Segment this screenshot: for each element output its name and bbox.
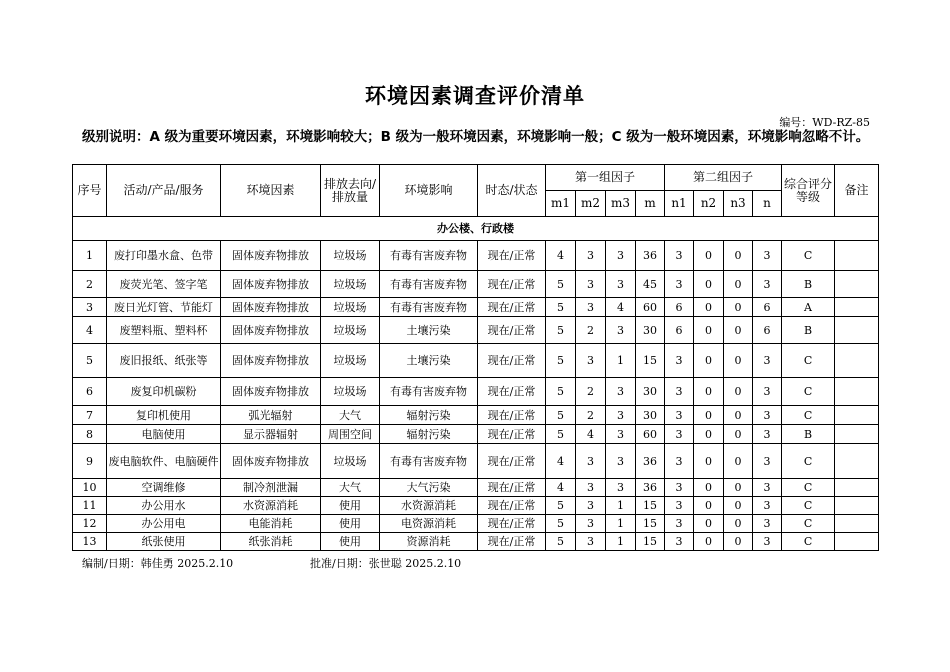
prepared-by: 编制/日期：韩佳勇 2025.2.10 xyxy=(82,557,234,570)
cell-n2: 0 xyxy=(694,444,724,479)
cell-activity: 废塑料瓶、塑料杯 xyxy=(107,317,221,344)
header-m3: m3 xyxy=(606,191,636,217)
cell-m3: 1 xyxy=(606,533,636,551)
header-m: m xyxy=(636,191,665,217)
cell-m: 36 xyxy=(636,241,665,271)
header-n3: n3 xyxy=(724,191,753,217)
cell-n2: 0 xyxy=(694,378,724,406)
cell-m2: 3 xyxy=(576,479,606,497)
cell-n3: 0 xyxy=(724,344,753,378)
cell-m3: 3 xyxy=(606,378,636,406)
cell-factor: 水资源消耗 xyxy=(221,497,321,515)
cell-remark xyxy=(835,378,879,406)
cell-n2: 0 xyxy=(694,241,724,271)
table-row xyxy=(73,271,879,298)
cell-activity: 复印机使用 xyxy=(107,406,221,425)
cell-impact: 有毒有害废弃物 xyxy=(380,378,478,406)
cell-n2: 0 xyxy=(694,344,724,378)
cell-seq: 8 xyxy=(73,425,107,444)
cell-n3: 0 xyxy=(724,444,753,479)
cell-impact: 电资源消耗 xyxy=(380,515,478,533)
cell-m2: 3 xyxy=(576,344,606,378)
cell-grade: A xyxy=(782,298,835,317)
cell-activity: 电脑使用 xyxy=(107,425,221,444)
cell-seq: 9 xyxy=(73,444,107,479)
cell-remark xyxy=(835,533,879,551)
cell-state: 现在/正常 xyxy=(478,406,546,425)
header-remark: 备注 xyxy=(835,165,879,217)
cell-activity: 废荧光笔、签字笔 xyxy=(107,271,221,298)
cell-impact: 辐射污染 xyxy=(380,425,478,444)
cell-n2: 0 xyxy=(694,317,724,344)
cell-factor: 固体废弃物排放 xyxy=(221,344,321,378)
cell-n2: 0 xyxy=(694,298,724,317)
header-n2: n2 xyxy=(694,191,724,217)
cell-m1: 4 xyxy=(546,444,576,479)
cell-n1: 3 xyxy=(665,515,694,533)
cell-seq: 1 xyxy=(73,241,107,271)
header-group1: 第一组因子 xyxy=(546,165,665,191)
cell-discharge: 垃圾场 xyxy=(321,241,380,271)
cell-n3: 0 xyxy=(724,378,753,406)
header-seq: 序号 xyxy=(73,165,107,217)
cell-m2: 4 xyxy=(576,425,606,444)
cell-factor: 固体废弃物排放 xyxy=(221,298,321,317)
cell-n2: 0 xyxy=(694,271,724,298)
cell-m1: 5 xyxy=(546,298,576,317)
cell-state: 现在/正常 xyxy=(478,479,546,497)
section-row xyxy=(73,217,879,241)
cell-activity: 空调维修 xyxy=(107,479,221,497)
cell-m2: 3 xyxy=(576,497,606,515)
cell-n3: 0 xyxy=(724,515,753,533)
cell-n: 6 xyxy=(753,317,782,344)
cell-m: 15 xyxy=(636,515,665,533)
cell-discharge: 使用 xyxy=(321,515,380,533)
cell-discharge: 垃圾场 xyxy=(321,317,380,344)
cell-m3: 1 xyxy=(606,497,636,515)
cell-remark xyxy=(835,479,879,497)
cell-n3: 0 xyxy=(724,425,753,444)
cell-m2: 3 xyxy=(576,533,606,551)
table-row xyxy=(73,533,879,551)
cell-seq: 6 xyxy=(73,378,107,406)
cell-state: 现在/正常 xyxy=(478,533,546,551)
cell-factor: 纸张消耗 xyxy=(221,533,321,551)
cell-discharge: 垃圾场 xyxy=(321,271,380,298)
cell-m2: 3 xyxy=(576,298,606,317)
cell-impact: 有毒有害废弃物 xyxy=(380,298,478,317)
cell-n1: 3 xyxy=(665,425,694,444)
cell-n1: 3 xyxy=(665,344,694,378)
evaluation-table xyxy=(72,164,879,551)
header-impact: 环境影响 xyxy=(380,165,478,217)
cell-remark xyxy=(835,515,879,533)
cell-discharge: 周围空间 xyxy=(321,425,380,444)
header-m1: m1 xyxy=(546,191,576,217)
cell-n1: 6 xyxy=(665,317,694,344)
cell-factor: 电能消耗 xyxy=(221,515,321,533)
cell-grade: C xyxy=(782,344,835,378)
cell-m1: 5 xyxy=(546,406,576,425)
cell-factor: 固体废弃物排放 xyxy=(221,378,321,406)
cell-m2: 3 xyxy=(576,271,606,298)
cell-grade: C xyxy=(782,406,835,425)
cell-m1: 5 xyxy=(546,515,576,533)
cell-impact: 有毒有害废弃物 xyxy=(380,241,478,271)
cell-n1: 3 xyxy=(665,497,694,515)
header-m2: m2 xyxy=(576,191,606,217)
cell-n2: 0 xyxy=(694,497,724,515)
cell-factor: 弧光辐射 xyxy=(221,406,321,425)
cell-impact: 辐射污染 xyxy=(380,406,478,425)
cell-n2: 0 xyxy=(694,533,724,551)
cell-seq: 12 xyxy=(73,515,107,533)
cell-n: 3 xyxy=(753,271,782,298)
cell-n: 3 xyxy=(753,378,782,406)
cell-factor: 固体废弃物排放 xyxy=(221,241,321,271)
cell-n2: 0 xyxy=(694,479,724,497)
header-discharge: 排放去向/排放量 xyxy=(321,165,380,217)
table-row xyxy=(73,298,879,317)
cell-m1: 5 xyxy=(546,533,576,551)
cell-remark xyxy=(835,444,879,479)
cell-activity: 办公用水 xyxy=(107,497,221,515)
cell-discharge: 垃圾场 xyxy=(321,378,380,406)
cell-activity: 废日光灯管、节能灯 xyxy=(107,298,221,317)
cell-m3: 3 xyxy=(606,444,636,479)
cell-state: 现在/正常 xyxy=(478,344,546,378)
cell-n1: 6 xyxy=(665,298,694,317)
cell-grade: C xyxy=(782,533,835,551)
section-title: 办公楼、行政楼 xyxy=(73,217,879,241)
cell-m1: 5 xyxy=(546,378,576,406)
cell-m: 60 xyxy=(636,425,665,444)
cell-remark xyxy=(835,271,879,298)
cell-grade: B xyxy=(782,317,835,344)
cell-state: 现在/正常 xyxy=(478,241,546,271)
document-title: 环境因素调查评价清单 xyxy=(365,84,585,108)
cell-activity: 废复印机碳粉 xyxy=(107,378,221,406)
cell-m: 15 xyxy=(636,533,665,551)
cell-m3: 3 xyxy=(606,241,636,271)
cell-m1: 5 xyxy=(546,425,576,444)
cell-n1: 3 xyxy=(665,406,694,425)
cell-n2: 0 xyxy=(694,515,724,533)
cell-n2: 0 xyxy=(694,406,724,425)
cell-m1: 5 xyxy=(546,271,576,298)
cell-state: 现在/正常 xyxy=(478,271,546,298)
cell-discharge: 使用 xyxy=(321,533,380,551)
table-row xyxy=(73,406,879,425)
table-row xyxy=(73,241,879,271)
document-code: 编号：WD-RZ-85 xyxy=(779,116,870,129)
cell-impact: 资源消耗 xyxy=(380,533,478,551)
cell-m3: 3 xyxy=(606,425,636,444)
cell-n: 3 xyxy=(753,497,782,515)
cell-seq: 11 xyxy=(73,497,107,515)
cell-discharge: 使用 xyxy=(321,497,380,515)
cell-n: 3 xyxy=(753,515,782,533)
header-grade: 综合评分等级 xyxy=(782,165,835,217)
cell-grade: B xyxy=(782,271,835,298)
cell-n3: 0 xyxy=(724,406,753,425)
cell-m1: 4 xyxy=(546,479,576,497)
cell-factor: 固体废弃物排放 xyxy=(221,271,321,298)
header-n1: n1 xyxy=(665,191,694,217)
cell-state: 现在/正常 xyxy=(478,497,546,515)
cell-m: 60 xyxy=(636,298,665,317)
cell-n: 3 xyxy=(753,533,782,551)
cell-n3: 0 xyxy=(724,271,753,298)
cell-impact: 大气污染 xyxy=(380,479,478,497)
cell-m1: 5 xyxy=(546,317,576,344)
cell-activity: 废旧报纸、纸张等 xyxy=(107,344,221,378)
cell-m3: 3 xyxy=(606,317,636,344)
cell-n: 3 xyxy=(753,406,782,425)
cell-n: 3 xyxy=(753,344,782,378)
cell-m3: 3 xyxy=(606,479,636,497)
cell-m2: 3 xyxy=(576,444,606,479)
cell-m: 45 xyxy=(636,271,665,298)
cell-grade: C xyxy=(782,479,835,497)
cell-remark xyxy=(835,406,879,425)
cell-m3: 1 xyxy=(606,344,636,378)
cell-m3: 1 xyxy=(606,515,636,533)
cell-m2: 2 xyxy=(576,406,606,425)
cell-n: 3 xyxy=(753,479,782,497)
cell-m: 36 xyxy=(636,479,665,497)
cell-n: 6 xyxy=(753,298,782,317)
cell-seq: 2 xyxy=(73,271,107,298)
cell-grade: C xyxy=(782,378,835,406)
cell-seq: 3 xyxy=(73,298,107,317)
cell-seq: 7 xyxy=(73,406,107,425)
cell-state: 现在/正常 xyxy=(478,444,546,479)
cell-n3: 0 xyxy=(724,298,753,317)
table-header xyxy=(73,165,879,217)
cell-n: 3 xyxy=(753,444,782,479)
cell-m3: 3 xyxy=(606,406,636,425)
table-body xyxy=(73,217,879,551)
cell-m1: 4 xyxy=(546,241,576,271)
cell-m: 15 xyxy=(636,497,665,515)
cell-state: 现在/正常 xyxy=(478,378,546,406)
header-state: 时态/状态 xyxy=(478,165,546,217)
cell-factor: 固体废弃物排放 xyxy=(221,317,321,344)
cell-n3: 0 xyxy=(724,497,753,515)
cell-n1: 3 xyxy=(665,444,694,479)
table-row xyxy=(73,344,879,378)
cell-remark xyxy=(835,344,879,378)
table-row xyxy=(73,317,879,344)
cell-impact: 有毒有害废弃物 xyxy=(380,444,478,479)
cell-state: 现在/正常 xyxy=(478,515,546,533)
cell-n3: 0 xyxy=(724,479,753,497)
cell-state: 现在/正常 xyxy=(478,298,546,317)
cell-remark xyxy=(835,317,879,344)
cell-n3: 0 xyxy=(724,317,753,344)
table-row xyxy=(73,479,879,497)
cell-n: 3 xyxy=(753,425,782,444)
cell-impact: 土壤污染 xyxy=(380,317,478,344)
cell-m3: 3 xyxy=(606,271,636,298)
cell-factor: 显示器辐射 xyxy=(221,425,321,444)
cell-discharge: 垃圾场 xyxy=(321,298,380,317)
cell-n1: 3 xyxy=(665,533,694,551)
header-activity: 活动/产品/服务 xyxy=(107,165,221,217)
cell-activity: 办公用电 xyxy=(107,515,221,533)
cell-seq: 5 xyxy=(73,344,107,378)
header-group2: 第二组因子 xyxy=(665,165,782,191)
cell-n3: 0 xyxy=(724,241,753,271)
cell-remark xyxy=(835,497,879,515)
cell-grade: C xyxy=(782,497,835,515)
cell-m1: 5 xyxy=(546,344,576,378)
cell-remark xyxy=(835,298,879,317)
cell-activity: 废打印墨水盒、色带 xyxy=(107,241,221,271)
cell-grade: B xyxy=(782,425,835,444)
cell-m2: 3 xyxy=(576,515,606,533)
cell-m3: 4 xyxy=(606,298,636,317)
cell-factor: 固体废弃物排放 xyxy=(221,444,321,479)
cell-discharge: 大气 xyxy=(321,479,380,497)
cell-impact: 有毒有害废弃物 xyxy=(380,271,478,298)
cell-discharge: 垃圾场 xyxy=(321,344,380,378)
cell-m: 30 xyxy=(636,406,665,425)
grade-explanation: 级别说明：A 级为重要环境因素，环境影响较大；B 级为一般环境因素，环境影响一般；C 级为一般环境因素，环境影响忽略不计。 xyxy=(82,129,870,145)
cell-n: 3 xyxy=(753,241,782,271)
cell-n2: 0 xyxy=(694,425,724,444)
cell-n1: 3 xyxy=(665,271,694,298)
header-n: n xyxy=(753,191,782,217)
cell-factor: 制冷剂泄漏 xyxy=(221,479,321,497)
cell-n3: 0 xyxy=(724,533,753,551)
cell-grade: C xyxy=(782,444,835,479)
approved-by: 批准/日期：张世聪 2025.2.10 xyxy=(310,557,462,570)
cell-m2: 2 xyxy=(576,378,606,406)
cell-m2: 2 xyxy=(576,317,606,344)
cell-m: 36 xyxy=(636,444,665,479)
table-row xyxy=(73,515,879,533)
cell-n1: 3 xyxy=(665,378,694,406)
cell-impact: 水资源消耗 xyxy=(380,497,478,515)
cell-state: 现在/正常 xyxy=(478,425,546,444)
cell-n1: 3 xyxy=(665,479,694,497)
cell-discharge: 大气 xyxy=(321,406,380,425)
table-row xyxy=(73,378,879,406)
cell-discharge: 垃圾场 xyxy=(321,444,380,479)
table-row xyxy=(73,497,879,515)
cell-seq: 10 xyxy=(73,479,107,497)
header-factor: 环境因素 xyxy=(221,165,321,217)
cell-state: 现在/正常 xyxy=(478,317,546,344)
cell-seq: 13 xyxy=(73,533,107,551)
cell-seq: 4 xyxy=(73,317,107,344)
cell-m2: 3 xyxy=(576,241,606,271)
cell-m: 30 xyxy=(636,378,665,406)
cell-grade: C xyxy=(782,241,835,271)
cell-m: 15 xyxy=(636,344,665,378)
table-row xyxy=(73,425,879,444)
cell-grade: C xyxy=(782,515,835,533)
cell-n1: 3 xyxy=(665,241,694,271)
cell-activity: 纸张使用 xyxy=(107,533,221,551)
cell-m1: 5 xyxy=(546,497,576,515)
cell-m: 30 xyxy=(636,317,665,344)
table-row xyxy=(73,444,879,479)
cell-remark xyxy=(835,425,879,444)
cell-remark xyxy=(835,241,879,271)
cell-activity: 废电脑软件、电脑硬件 xyxy=(107,444,221,479)
cell-impact: 土壤污染 xyxy=(380,344,478,378)
